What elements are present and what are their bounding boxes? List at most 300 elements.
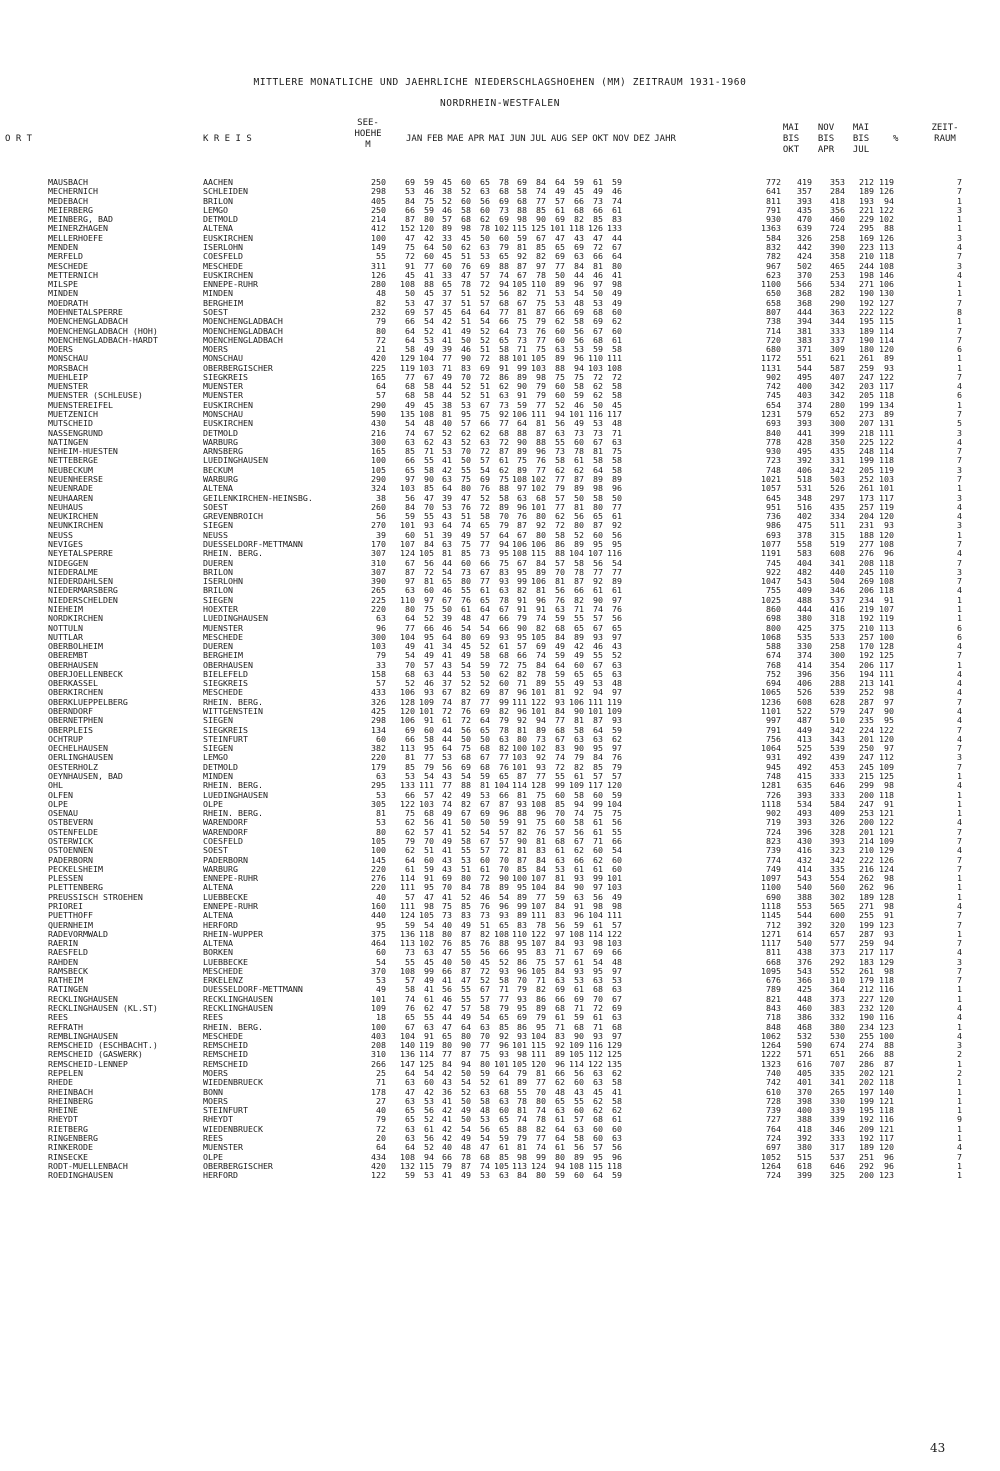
cell-mae: 42 — [442, 1068, 452, 1078]
cell-jul: 99 — [517, 576, 527, 587]
header-months: JAN FEB MAE APR MAI JUN JUL AUG SEP OKT NOV DEZ JAHR — [406, 134, 676, 144]
station-name: RAESFELD — [48, 947, 88, 958]
cell-jun: 60 — [499, 678, 509, 689]
cell-jul: 71 — [517, 678, 527, 689]
cell-mai-okt: 428 — [797, 436, 812, 447]
cell-jahr: 654 — [766, 399, 781, 410]
cell-dez: 92 — [612, 520, 622, 531]
cell-jan: 110 — [400, 594, 415, 605]
cell-sep: 88 — [555, 362, 565, 373]
station-name: RIETBERG — [48, 1123, 88, 1134]
cell-jahr: 726 — [766, 789, 781, 800]
cell-aug: 107 — [531, 938, 546, 949]
district-name: ALTENA — [203, 938, 233, 949]
district-name: ARNSBERG — [203, 446, 243, 457]
cell-mai-jul: 201 — [859, 826, 874, 837]
cell-mai-jul: 210 — [859, 251, 874, 262]
cell-mai-jul: 205 — [859, 390, 874, 401]
cell-aug: 91 — [536, 603, 546, 614]
cell-sep: 66 — [555, 306, 565, 317]
cell-jun: 59 — [499, 817, 509, 828]
cell-jun: 57 — [499, 835, 509, 846]
header-ort: O R T — [5, 134, 33, 144]
cell-mai-jul: 200 — [859, 1170, 874, 1181]
cell-elevation: 220 — [371, 603, 386, 614]
cell-jan: 97 — [405, 576, 415, 587]
cell-apr: 46 — [461, 344, 471, 355]
cell-mae: 40 — [442, 1142, 452, 1153]
cell-aug: 76 — [536, 325, 546, 336]
cell-elevation: 27 — [376, 1095, 386, 1106]
cell-jahr: 641 — [766, 186, 781, 197]
cell-feb: 118 — [419, 928, 434, 939]
cell-zeitraum: 7 — [957, 576, 962, 587]
cell-nov: 50 — [593, 288, 603, 299]
cell-mae: 52 — [442, 427, 452, 438]
cell-nov-apr: 364 — [830, 984, 845, 995]
cell-sep: 84 — [555, 706, 565, 717]
cell-zeitraum: 4 — [957, 706, 962, 717]
cell-feb: 49 — [424, 650, 434, 661]
cell-okt: 61 — [574, 863, 584, 874]
cell-mai: 65 — [480, 177, 490, 187]
cell-mai-okt: 435 — [797, 204, 812, 215]
cell-elevation: 434 — [371, 1151, 386, 1162]
cell-nov: 67 — [593, 436, 603, 447]
station-name: PRIOREI — [48, 900, 83, 911]
cell-apr: 70 — [461, 446, 471, 457]
cell-dez: 63 — [612, 436, 622, 447]
cell-jahr: 811 — [766, 947, 781, 958]
cell-percent: 117 — [879, 492, 894, 503]
cell-jun: 66 — [499, 789, 509, 800]
cell-nov: 85 — [593, 214, 603, 225]
cell-nov-apr: 258 — [830, 641, 845, 652]
cell-okt: 60 — [574, 1077, 584, 1088]
cell-elevation: 220 — [371, 882, 386, 893]
cell-mai: 60 — [480, 854, 490, 865]
cell-jul: 113 — [512, 1160, 527, 1171]
station-name: NEYETALSPERRE — [48, 548, 113, 559]
cell-mai-okt: 393 — [797, 789, 812, 800]
cell-mai-okt: 416 — [797, 845, 812, 856]
cell-dez: 96 — [612, 1151, 622, 1162]
cell-sep: 68 — [555, 724, 565, 735]
cell-sep: 70 — [555, 566, 565, 577]
cell-feb: 51 — [424, 529, 434, 540]
cell-aug: 69 — [536, 641, 546, 652]
cell-sep: 59 — [555, 650, 565, 661]
cell-jul: 55 — [517, 1086, 527, 1097]
station-name: OERLINGHAUSEN — [48, 752, 113, 763]
cell-dez: 61 — [612, 1114, 622, 1125]
cell-mai-okt: 370 — [797, 269, 812, 280]
station-name: OECHELHAUSEN — [48, 743, 108, 754]
cell-nov: 101 — [588, 706, 603, 717]
cell-jan: 69 — [405, 177, 415, 187]
cell-okt: 89 — [574, 483, 584, 494]
cell-feb: 97 — [424, 594, 434, 605]
cell-jan: 87 — [405, 214, 415, 225]
cell-zeitraum: 1 — [957, 613, 962, 624]
cell-percent: 141 — [879, 678, 894, 689]
cell-mai-okt: 399 — [797, 1170, 812, 1181]
cell-feb: 59 — [424, 204, 434, 215]
cell-jahr: 902 — [766, 808, 781, 819]
cell-jahr: 1118 — [761, 798, 781, 809]
cell-okt: 49 — [574, 418, 584, 429]
cell-percent: 121 — [879, 1068, 894, 1078]
cell-nov-apr: 344 — [830, 316, 845, 327]
cell-percent: 128 — [879, 641, 894, 652]
cell-jun: 93 — [499, 965, 509, 976]
cell-jan: 66 — [405, 204, 415, 215]
cell-aug: 79 — [536, 316, 546, 327]
cell-mai-jul: 266 — [859, 1049, 874, 1060]
cell-mai-okt: 368 — [797, 297, 812, 308]
cell-jahr: 1101 — [761, 706, 781, 717]
cell-nov-apr: 354 — [830, 659, 845, 670]
cell-nov: 89 — [593, 474, 603, 484]
cell-jul: 93 — [517, 993, 527, 1004]
cell-dez: 66 — [612, 835, 622, 846]
district-name: RHEIN. BERG. — [203, 696, 263, 707]
cell-percent: 97 — [884, 743, 894, 754]
cell-zeitraum: 9 — [957, 1114, 962, 1125]
cell-feb: 94 — [424, 1151, 434, 1162]
cell-okt: 42 — [574, 641, 584, 652]
cell-apr: 67 — [461, 808, 471, 819]
cell-zeitraum: 8 — [957, 306, 962, 317]
cell-nov: 92 — [593, 576, 603, 587]
cell-feb: 60 — [424, 585, 434, 596]
cell-mai-jul: 299 — [859, 780, 874, 791]
cell-feb: 46 — [424, 678, 434, 689]
cell-jan: 101 — [400, 520, 415, 531]
cell-elevation: 425 — [371, 706, 386, 717]
cell-zeitraum: 3 — [957, 752, 962, 763]
cell-jul: 67 — [517, 297, 527, 308]
cell-elevation: 126 — [371, 269, 386, 280]
cell-jan: 124 — [400, 548, 415, 559]
cell-jun: 91 — [499, 362, 509, 373]
cell-mai-okt: 635 — [797, 780, 812, 791]
cell-aug: 104 — [531, 882, 546, 893]
district-name: MUENSTER — [203, 1142, 243, 1153]
cell-mai-jul: 208 — [859, 557, 874, 568]
cell-jul: 67 — [517, 557, 527, 568]
cell-aug: 68 — [536, 492, 546, 503]
cell-okt: 62 — [574, 464, 584, 475]
cell-sep: 55 — [555, 771, 565, 781]
cell-mai-okt: 566 — [797, 279, 812, 290]
cell-aug: 89 — [536, 678, 546, 689]
cell-mai: 51 — [480, 381, 490, 392]
cell-dez: 50 — [612, 492, 622, 503]
cell-elevation: 405 — [371, 195, 386, 206]
cell-jan: 52 — [405, 678, 415, 689]
cell-okt: 90 — [574, 706, 584, 717]
cell-dez: 43 — [612, 641, 622, 652]
cell-mae: 49 — [442, 835, 452, 846]
cell-nov-apr: 309 — [830, 344, 845, 355]
cell-mai: 52 — [480, 1077, 490, 1088]
cell-feb: 111 — [419, 780, 434, 791]
cell-mai-okt: 639 — [797, 223, 812, 234]
cell-okt: 105 — [569, 1049, 584, 1060]
cell-mai: 50 — [480, 668, 490, 679]
cell-aug: 107 — [531, 900, 546, 911]
cell-feb: 104 — [419, 353, 434, 364]
cell-aug: 75 — [536, 956, 546, 967]
cell-sep: 49 — [555, 186, 565, 197]
cell-jahr: 1323 — [761, 1058, 781, 1069]
cell-apr: 76 — [461, 260, 471, 271]
cell-percent: 101 — [879, 483, 894, 494]
cell-mai-okt: 442 — [797, 241, 812, 252]
cell-okt: 109 — [569, 1040, 584, 1051]
cell-nov-apr: 315 — [830, 529, 845, 540]
cell-nov-apr: 534 — [830, 279, 845, 290]
cell-jahr: 697 — [766, 1142, 781, 1153]
cell-jan: 68 — [405, 390, 415, 401]
cell-dez: 95 — [612, 538, 622, 549]
cell-zeitraum: 4 — [957, 269, 962, 280]
cell-nov: 95 — [593, 538, 603, 549]
cell-jahr: 650 — [766, 288, 781, 299]
station-name: RODT-MUELLENBACH — [48, 1160, 128, 1171]
cell-jahr: 1363 — [761, 223, 781, 234]
cell-nov-apr: 399 — [830, 427, 845, 438]
station-name: OHL — [48, 780, 63, 791]
cell-percent: 120 — [879, 993, 894, 1004]
cell-feb: 47 — [424, 492, 434, 503]
district-name: ALTENA — [203, 223, 233, 234]
cell-jun: 88 — [499, 260, 509, 271]
cell-apr: 78 — [461, 1151, 471, 1162]
cell-jun: 87 — [499, 446, 509, 457]
cell-jahr: 1052 — [761, 1151, 781, 1162]
cell-jahr: 756 — [766, 733, 781, 744]
cell-jul: 89 — [517, 910, 527, 921]
station-name: NIEDERDAHLSEN — [48, 576, 113, 587]
cell-mai-jul: 209 — [859, 1123, 874, 1134]
cell-dez: 103 — [607, 938, 622, 949]
cell-nov-apr: 407 — [830, 371, 845, 382]
cell-percent: 89 — [884, 353, 894, 364]
cell-nov-apr: 297 — [830, 492, 845, 503]
cell-nov-apr: 460 — [830, 214, 845, 225]
cell-jan: 63 — [405, 585, 415, 596]
cell-jun: 54 — [499, 891, 509, 902]
cell-elevation: 590 — [371, 409, 386, 420]
cell-sep: 86 — [555, 538, 565, 549]
cell-aug: 88 — [536, 436, 546, 447]
station-name: OSTBEVERN — [48, 817, 93, 828]
cell-feb: 93 — [424, 687, 434, 698]
cell-elevation: 375 — [371, 928, 386, 939]
cell-zeitraum: 1 — [957, 483, 962, 494]
station-name: PLESSEN — [48, 873, 83, 884]
cell-nov-apr: 356 — [830, 204, 845, 215]
district-name: MUENSTER — [203, 381, 243, 392]
cell-aug: 76 — [536, 826, 546, 837]
cell-jul: 73 — [517, 334, 527, 345]
station-name: NIEDERMARSBERG — [48, 585, 118, 596]
cell-mai-jul: 271 — [859, 900, 874, 911]
cell-apr: 56 — [461, 724, 471, 735]
cell-jan: 59 — [405, 511, 415, 522]
cell-aug: 83 — [536, 845, 546, 856]
cell-percent: 107 — [879, 603, 894, 614]
station-name: NASSENGRUND — [48, 427, 103, 438]
cell-percent: 111 — [879, 668, 894, 679]
cell-jun: 65 — [499, 251, 509, 262]
cell-jun: 62 — [499, 464, 509, 475]
cell-jahr: 945 — [766, 761, 781, 772]
cell-mai-okt: 525 — [797, 743, 812, 754]
cell-mai-okt: 543 — [797, 965, 812, 976]
cell-nov-apr: 674 — [830, 1040, 845, 1051]
cell-jan: 64 — [405, 1068, 415, 1078]
cell-percent: 124 — [879, 863, 894, 874]
cell-nov: 122 — [588, 1058, 603, 1069]
cell-elevation: 170 — [371, 538, 386, 549]
station-name: OEYNHAUSEN, BAD — [48, 771, 123, 781]
cell-apr: 45 — [461, 232, 471, 243]
cell-apr: 87 — [461, 696, 471, 707]
cell-mai: 65 — [480, 594, 490, 605]
station-name: RHEYDT — [48, 1114, 78, 1125]
cell-mae: 49 — [442, 371, 452, 382]
cell-zeitraum: 7 — [957, 975, 962, 986]
cell-elevation: 40 — [376, 1105, 386, 1116]
cell-nov: 64 — [593, 1170, 603, 1181]
cell-jul: 82 — [517, 668, 527, 679]
cell-elevation: 276 — [371, 873, 386, 884]
cell-percent: 126 — [879, 186, 894, 197]
cell-mae: 43 — [442, 1077, 452, 1088]
district-name: HOEXTER — [203, 603, 238, 614]
cell-mai-okt: 396 — [797, 826, 812, 837]
cell-aug: 82 — [536, 1123, 546, 1134]
cell-mai-okt: 393 — [797, 817, 812, 828]
cell-sep: 77 — [555, 501, 565, 512]
cell-elevation: 390 — [371, 576, 386, 587]
cell-sep: 63 — [555, 975, 565, 986]
cell-elevation: 433 — [371, 687, 386, 698]
cell-feb: 56 — [424, 817, 434, 828]
cell-percent: 114 — [879, 334, 894, 345]
cell-elevation: 95 — [376, 919, 386, 930]
cell-mai: 74 — [480, 1160, 490, 1171]
cell-mai-okt: 393 — [797, 195, 812, 206]
cell-aug: 124 — [531, 1160, 546, 1171]
cell-jahr: 1064 — [761, 743, 781, 754]
cell-jan: 47 — [405, 1086, 415, 1097]
cell-nov: 72 — [593, 371, 603, 382]
cell-percent: 119 — [879, 501, 894, 512]
cell-okt: 109 — [569, 780, 584, 791]
cell-dez: 68 — [612, 1021, 622, 1032]
cell-jun: 88 — [499, 353, 509, 364]
cell-feb: 51 — [424, 845, 434, 856]
cell-jul: 111 — [512, 696, 527, 707]
cell-okt: 80 — [574, 520, 584, 531]
cell-nov-apr: 288 — [830, 678, 845, 689]
cell-nov-apr: 453 — [830, 761, 845, 772]
cell-sep: 77 — [555, 260, 565, 271]
cell-jul: 90 — [517, 436, 527, 447]
cell-sep: 73 — [555, 446, 565, 457]
cell-sep: 66 — [555, 993, 565, 1004]
cell-mai: 52 — [480, 678, 490, 689]
cell-mai-okt: 432 — [797, 854, 812, 865]
cell-zeitraum: 1 — [957, 603, 962, 614]
cell-jan: 113 — [400, 938, 415, 949]
cell-aug: 67 — [536, 232, 546, 243]
cell-mae: 44 — [442, 557, 452, 568]
cell-elevation: 295 — [371, 780, 386, 791]
cell-nov-apr: 282 — [830, 288, 845, 299]
district-name: MOERS — [203, 1095, 228, 1106]
cell-okt: 108 — [569, 1160, 584, 1171]
cell-dez: 75 — [612, 808, 622, 819]
station-name: MEINBERG, BAD — [48, 214, 113, 225]
cell-aug: 75 — [536, 297, 546, 308]
cell-sep: 58 — [555, 455, 565, 466]
district-name: MUENSTER — [203, 390, 243, 401]
station-name: RECKLINGHAUSEN (KL.ST) — [48, 1003, 158, 1014]
cell-mai-okt: 392 — [797, 919, 812, 930]
cell-nov-apr: 318 — [830, 613, 845, 624]
cell-percent: 98 — [884, 900, 894, 911]
cell-sep: 47 — [555, 232, 565, 243]
cell-feb: 103 — [419, 362, 434, 373]
cell-dez: 60 — [612, 854, 622, 865]
cell-jan: 69 — [405, 724, 415, 735]
cell-okt: 93 — [574, 938, 584, 949]
cell-okt: 91 — [574, 900, 584, 911]
cell-sep: 71 — [555, 1021, 565, 1032]
cell-nov: 72 — [593, 241, 603, 252]
cell-jahr: 712 — [766, 919, 781, 930]
cell-jun: 70 — [499, 854, 509, 865]
cell-aug: 77 — [536, 1077, 546, 1088]
station-name: MELLERHOEFE — [48, 232, 103, 243]
cell-apr: 62 — [461, 241, 471, 252]
cell-jahr: 1065 — [761, 687, 781, 698]
cell-dez: 56 — [612, 1142, 622, 1153]
cell-apr: 90 — [461, 353, 471, 364]
cell-mai: 57 — [480, 529, 490, 540]
district-name: RHEIN. BERG. — [203, 548, 263, 559]
cell-mai: 54 — [480, 464, 490, 475]
cell-nov: 84 — [593, 752, 603, 763]
cell-elevation: 64 — [376, 381, 386, 392]
station-name: NEUNKIRCHEN — [48, 520, 103, 531]
cell-mae: 41 — [442, 845, 452, 856]
cell-nov: 73 — [593, 195, 603, 206]
cell-sep: 89 — [555, 1049, 565, 1060]
cell-mai-jul: 261 — [859, 353, 874, 364]
cell-percent: 96 — [884, 1160, 894, 1171]
cell-okt: 43 — [574, 232, 584, 243]
cell-apr: 85 — [461, 548, 471, 559]
cell-mae: 41 — [442, 891, 452, 902]
district-name: LUEDINGHAUSEN — [203, 789, 268, 800]
cell-jul: 99 — [517, 900, 527, 911]
